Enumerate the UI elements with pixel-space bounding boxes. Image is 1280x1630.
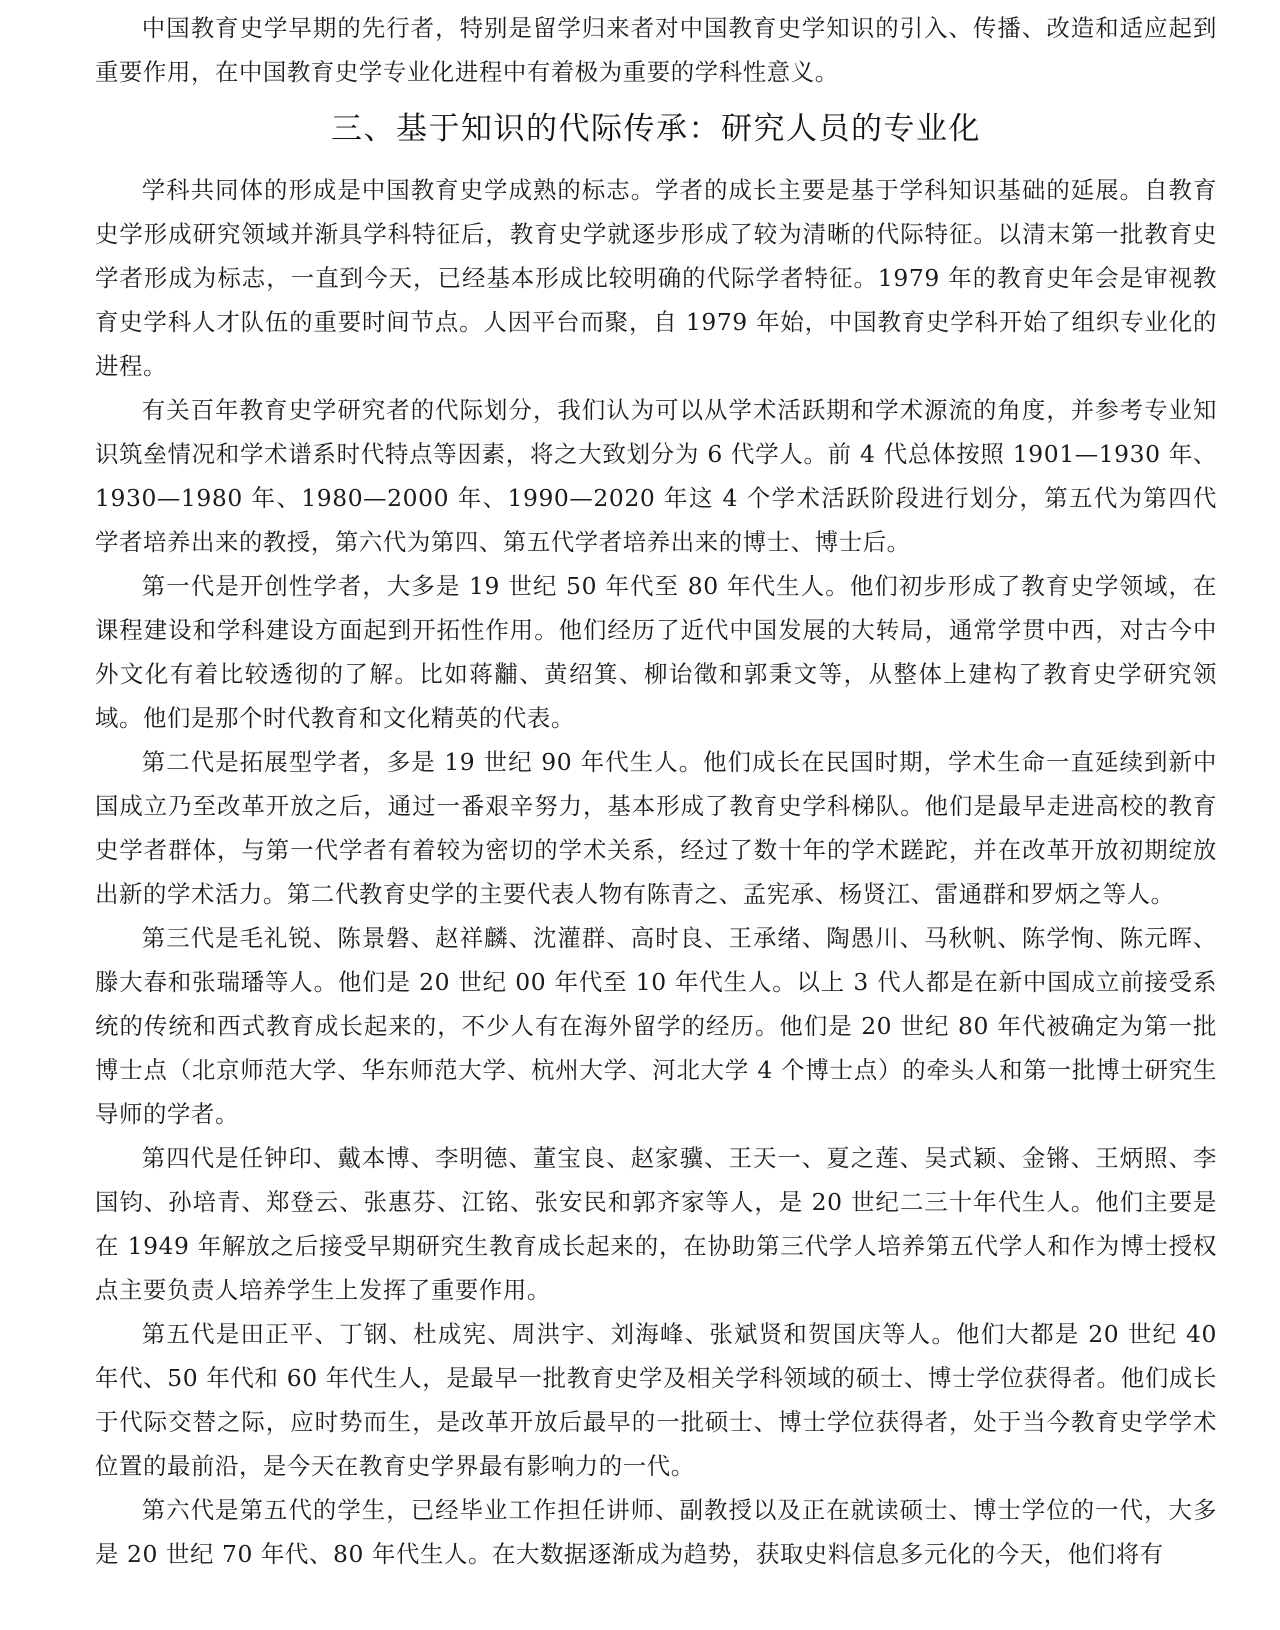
paragraph-first-generation: 第一代是开创性学者，大多是 19 世纪 50 年代至 80 年代生人。他们初步形成了教育史学领域，在课程建设和学科建设方面起到开拓性作用。他们经历了近代中国发展的大转局，通常学贯中西，对古今中外文化有着比较透彻的了解。比如蒋黼、黄绍箕、柳诒徵和郭秉文等，从整体上建构了教育史学研究领域。他们是那个时代教育和文化精英的代表。 xyxy=(95,572,1217,732)
paragraph-third-generation: 第三代是毛礼锐、陈景磐、赵祥麟、沈灌群、高时良、王承绪、陶愚川、马秋帆、陈学恂、陈元晖、滕大春和张瑞璠等人。他们是 20 世纪 00 年代至 10 年代生人。以上 3 代人都是在新中国成立前接受系统的传统和西式教育成长起来的，不少人有在海外留学的经历。他们是 20 世纪 80 年代被确定为第一批博士点（北京师范大学、华东师范大学、杭州大学、河北大学 4 个博士点）的牵头人和第一批博士研究生导师的学者。 xyxy=(95,924,1217,1128)
paragraph-second-generation: 第二代是拓展型学者，多是 19 世纪 90 年代生人。他们成长在民国时期，学术生命一直延续到新中国成立乃至改革开放之后，通过一番艰辛努力，基本形成了教育史学科梯队。他们是最早走进高校的教育史学者群体，与第一代学者有着较为密切的学术关系，经过了数十年的学术蹉跎，并在改革开放初期绽放出新的学术活力。第二代教育史学的主要代表人物有陈青之、孟宪承、杨贤江、雷通群和罗炳之等人。 xyxy=(95,748,1217,908)
section-heading: 三、基于知识的代际传承：研究人员的专业化 xyxy=(331,111,981,147)
paragraph-generation-division: 有关百年教育史学研究者的代际划分，我们认为可以从学术活跃期和学术源流的角度，并参考专业知识筑垒情况和学术谱系时代特点等因素，将之大致划分为 6 代学人。前 4 代总体按照 1901—1930 年、1930—1980 年、1980—2000 年、1990—2020 年这 4 个学术活跃阶段进行划分，第五代为第四代学者培养出来的教授，第六代为第四、第五代学者培养出来的博士、博士后。 xyxy=(95,396,1217,556)
intro-paragraph: 中国教育史学早期的先行者，特别是留学归来者对中国教育史学知识的引入、传播、改造和适应起到重要作用，在中国教育史学专业化进程中有着极为重要的学科性意义。 xyxy=(95,14,1217,86)
paragraph-sixth-generation: 第六代是第五代的学生，已经毕业工作担任讲师、副教授以及正在就读硕士、博士学位的一代，大多是 20 世纪 70 年代、80 年代生人。在大数据逐渐成为趋势，获取史料信息多元化的今天，他们将有 xyxy=(95,1496,1217,1568)
paragraph-community: 学科共同体的形成是中国教育史学成熟的标志。学者的成长主要是基于学科知识基础的延展。自教育史学形成研究领域并渐具学科特征后，教育史学就逐步形成了较为清晰的代际特征。以清末第一批教育史学者形成为标志，一直到今天，已经基本形成比较明确的代际学者特征。1979 年的教育史年会是审视教育史学科人才队伍的重要时间节点。人因平台而聚，自 1979 年始，中国教育史学科开始了组织专业化的进程。 xyxy=(95,176,1217,380)
document-page xyxy=(95,6,1217,1576)
paragraph-fifth-generation: 第五代是田正平、丁钢、杜成宪、周洪宇、刘海峰、张斌贤和贺国庆等人。他们大都是 20 世纪 40 年代、50 年代和 60 年代生人，是最早一批教育史学及相关学科领域的硕士、博士学位获得者。他们成长于代际交替之际，应时势而生，是改革开放后最早的一批硕士、博士学位获得者，处于当今教育史学学术位置的最前沿，是今天在教育史学界最有影响力的一代。 xyxy=(95,1320,1217,1480)
paragraph-fourth-generation: 第四代是任钟印、戴本博、李明德、董宝良、赵家骥、王天一、夏之莲、吴式颖、金锵、王炳照、李国钧、孙培青、郑登云、张惠芬、江铭、张安民和郭齐家等人，是 20 世纪二三十年代生人。他们主要是在 1949 年解放之后接受早期研究生教育成长起来的，在协助第三代学人培养第五代学人和作为博士授权点主要负责人培养学生上发挥了重要作用。 xyxy=(95,1144,1217,1304)
